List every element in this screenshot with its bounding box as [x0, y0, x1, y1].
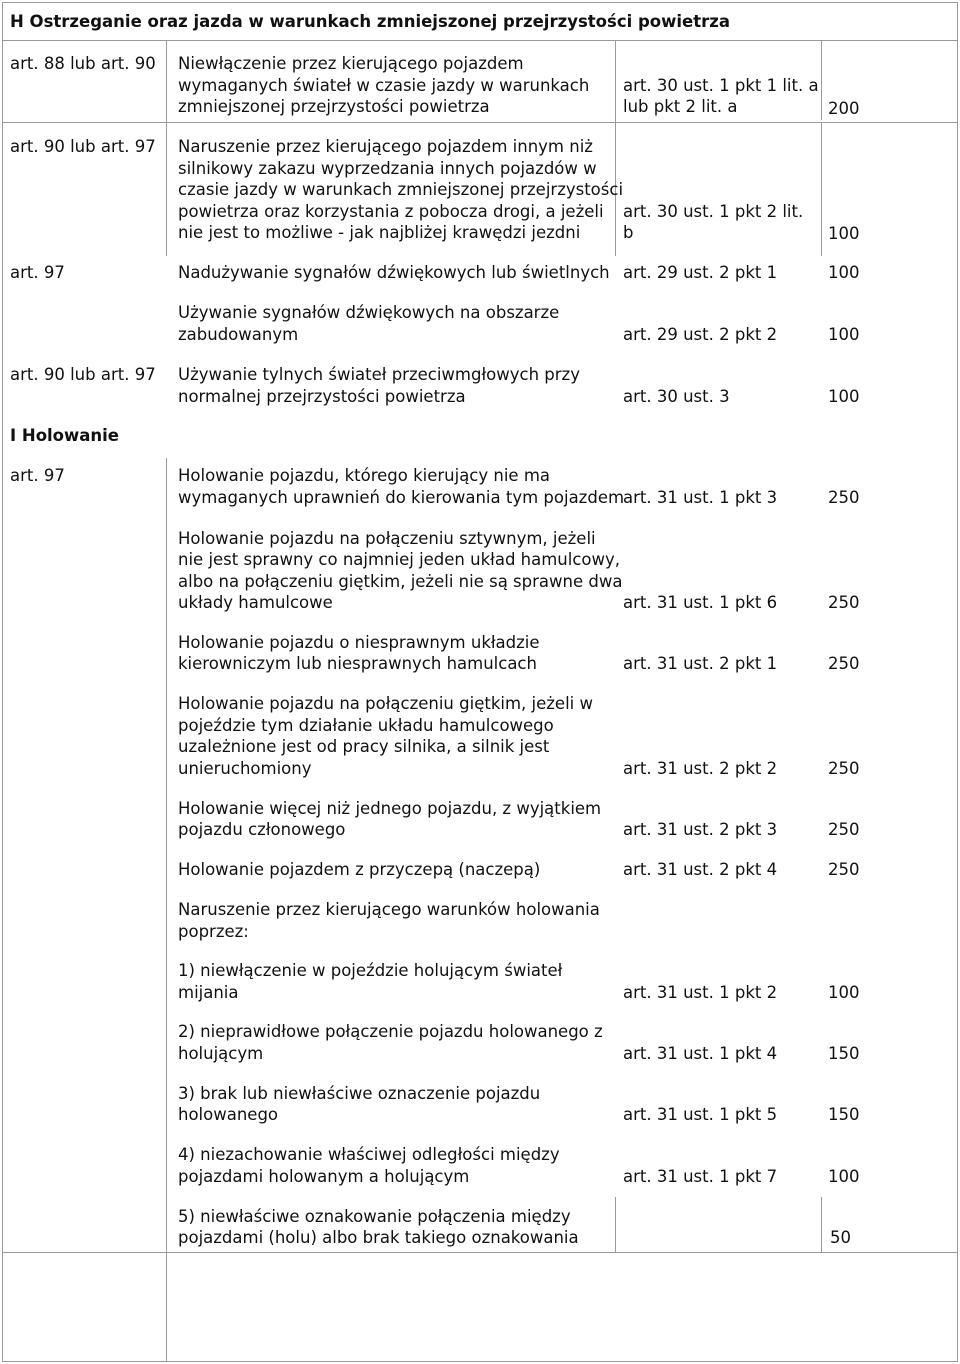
legal-basis: art. 30 ust. 3	[623, 387, 730, 406]
offence-description: 3) brak lub niewłaściwe oznaczenie pojazdu	[178, 1084, 541, 1103]
fine-amount: 100	[828, 1167, 860, 1186]
legal-basis: art. 31 ust. 2 pkt 1	[623, 654, 778, 673]
offence-description: Holowanie pojazdu o niesprawnym układzie	[178, 633, 540, 652]
offence-description: pojazdu członowego	[178, 820, 346, 839]
offence-description: normalnej przejrzystości powietrza	[178, 387, 466, 406]
offence-description: zabudowanym	[178, 325, 299, 344]
column-divider	[166, 40, 167, 256]
offence-description: powietrza oraz korzystania z pobocza drogi, a jeżeli	[178, 202, 604, 221]
legal-basis: art. 30 ust. 1 pkt 2 lit.	[623, 202, 804, 221]
offence-description: Naruszenie przez kierującego pojazdem innym niż	[178, 137, 593, 156]
offence-description: czasie jazdy w warunkach zmniejszonej przejrzystości	[178, 180, 624, 199]
fine-amount: 250	[828, 488, 860, 507]
legal-basis: art. 31 ust. 2 pkt 4	[623, 860, 778, 879]
offence-description: mijania	[178, 983, 239, 1002]
offence-description: Holowanie więcej niż jednego pojazdu, z wyjątkiem	[178, 799, 602, 818]
column-divider	[615, 40, 616, 256]
table-border-left	[2, 2, 3, 1362]
offence-description: poprzez:	[178, 922, 249, 941]
offence-description: silnikowy zakazu wyprzedzania innych pojazdów w	[178, 159, 597, 178]
offence-description: kierowniczym lub niesprawnych hamulcach	[178, 654, 537, 673]
fine-amount: 50	[830, 1228, 851, 1247]
fine-amount: 250	[828, 860, 860, 879]
section-heading-i: I Holowanie	[10, 426, 119, 445]
offence-description: Używanie sygnałów dźwiękowych na obszarze	[178, 303, 560, 322]
legal-basis: art. 30 ust. 1 pkt 1 lit. a	[623, 76, 819, 95]
legal-basis: art. 31 ust. 2 pkt 3	[623, 820, 778, 839]
fine-amount: 250	[828, 654, 860, 673]
offence-description: zmniejszonej przejrzystości powietrza	[178, 97, 490, 116]
offence-description: Holowanie pojazdem z przyczepą (naczepą)	[178, 860, 541, 879]
offence-description: pojazdami (holu) albo brak takiego oznakowania	[178, 1228, 579, 1247]
legal-basis: art. 31 ust. 1 pkt 5	[623, 1105, 778, 1124]
article-ref: art. 90 lub art. 97	[10, 137, 156, 156]
column-divider	[166, 458, 167, 1361]
row-divider	[2, 122, 958, 123]
article-ref: art. 90 lub art. 97	[10, 365, 156, 384]
legal-basis: art. 31 ust. 1 pkt 4	[623, 1044, 778, 1063]
offence-description: 1) niewłączenie w pojeździe holującym świateł	[178, 961, 563, 980]
article-ref: art. 97	[10, 263, 65, 282]
column-divider	[615, 1197, 616, 1252]
table-border-bottom	[2, 1361, 958, 1362]
section-heading-h: H Ostrzeganie oraz jazda w warunkach zmniejszonej przejrzystości powietrza	[10, 12, 730, 31]
offence-description: uzależnione jest od pracy silnika, a silnik jest	[178, 737, 550, 756]
offence-description: pojazdami holowanym a holującym	[178, 1167, 470, 1186]
offence-description: wymaganych uprawnień do kierowania tym pojazdem	[178, 488, 625, 507]
legal-basis: art. 31 ust. 1 pkt 6	[623, 593, 778, 612]
document-page	[2, 2, 958, 1362]
offence-description: Naruszenie przez kierującego warunków holowania	[178, 900, 600, 919]
fine-amount: 250	[828, 759, 860, 778]
article-ref: art. 88 lub art. 90	[10, 54, 156, 73]
offence-description: pojeździe tym działanie układu hamulcowego	[178, 716, 554, 735]
legal-basis: art. 29 ust. 2 pkt 2	[623, 325, 778, 344]
offence-description: 5) niewłaściwe oznakowanie połączenia między	[178, 1207, 571, 1226]
legal-basis: art. 31 ust. 1 pkt 2	[623, 983, 778, 1002]
fine-amount: 100	[828, 387, 860, 406]
offence-description: Nadużywanie sygnałów dźwiękowych lub świetlnych	[178, 263, 610, 282]
fine-amount: 150	[828, 1044, 860, 1063]
table-border-top	[2, 2, 958, 3]
offence-description: nie jest to możliwe - jak najbliżej krawędzi jezdni	[178, 223, 581, 242]
column-divider	[821, 122, 822, 256]
offence-description: holującym	[178, 1044, 264, 1063]
column-divider	[821, 1197, 822, 1252]
offence-description: 2) nieprawidłowe połączenie pojazdu holowanego z	[178, 1022, 603, 1041]
legal-basis: art. 31 ust. 1 pkt 7	[623, 1167, 778, 1186]
offence-description: Niewłączenie przez kierującego pojazdem	[178, 54, 524, 73]
offence-description: wymaganych świateł w czasie jazdy w warunkach	[178, 76, 590, 95]
offence-description: układy hamulcowe	[178, 593, 333, 612]
fine-amount: 150	[828, 1105, 860, 1124]
column-divider	[821, 40, 822, 120]
table-border-right	[957, 2, 958, 1362]
fine-amount: 250	[828, 820, 860, 839]
offence-description: Holowanie pojazdu, którego kierujący nie ma	[178, 466, 551, 485]
offence-description: holowanego	[178, 1105, 279, 1124]
legal-basis: art. 31 ust. 1 pkt 3	[623, 488, 778, 507]
legal-basis: lub pkt 2 lit. a	[623, 97, 738, 116]
heading-divider	[2, 40, 958, 41]
fine-amount: 250	[828, 593, 860, 612]
offence-description: Używanie tylnych świateł przeciwmgłowych przy	[178, 365, 580, 384]
offence-description: nie jest sprawny co najmniej jeden układ hamulcowy,	[178, 550, 621, 569]
fine-amount: 100	[828, 325, 860, 344]
offence-description: albo na połączeniu giętkim, jeżeli nie są sprawne dwa	[178, 572, 623, 591]
fine-amount: 100	[828, 224, 860, 243]
offence-description: Holowanie pojazdu na połączeniu giętkim, jeżeli w	[178, 694, 593, 713]
article-ref: art. 97	[10, 466, 65, 485]
fine-amount: 100	[828, 983, 860, 1002]
fine-amount: 100	[828, 263, 860, 282]
offence-description: Holowanie pojazdu na połączeniu sztywnym, jeżeli	[178, 529, 596, 548]
offence-description: 4) niezachowanie właściwej odległości między	[178, 1145, 560, 1164]
legal-basis: b	[623, 223, 634, 242]
fine-amount: 200	[828, 99, 860, 118]
legal-basis: art. 31 ust. 2 pkt 2	[623, 759, 778, 778]
legal-basis: art. 29 ust. 2 pkt 1	[623, 263, 778, 282]
offence-description: unieruchomiony	[178, 759, 312, 778]
row-divider	[2, 1252, 958, 1253]
